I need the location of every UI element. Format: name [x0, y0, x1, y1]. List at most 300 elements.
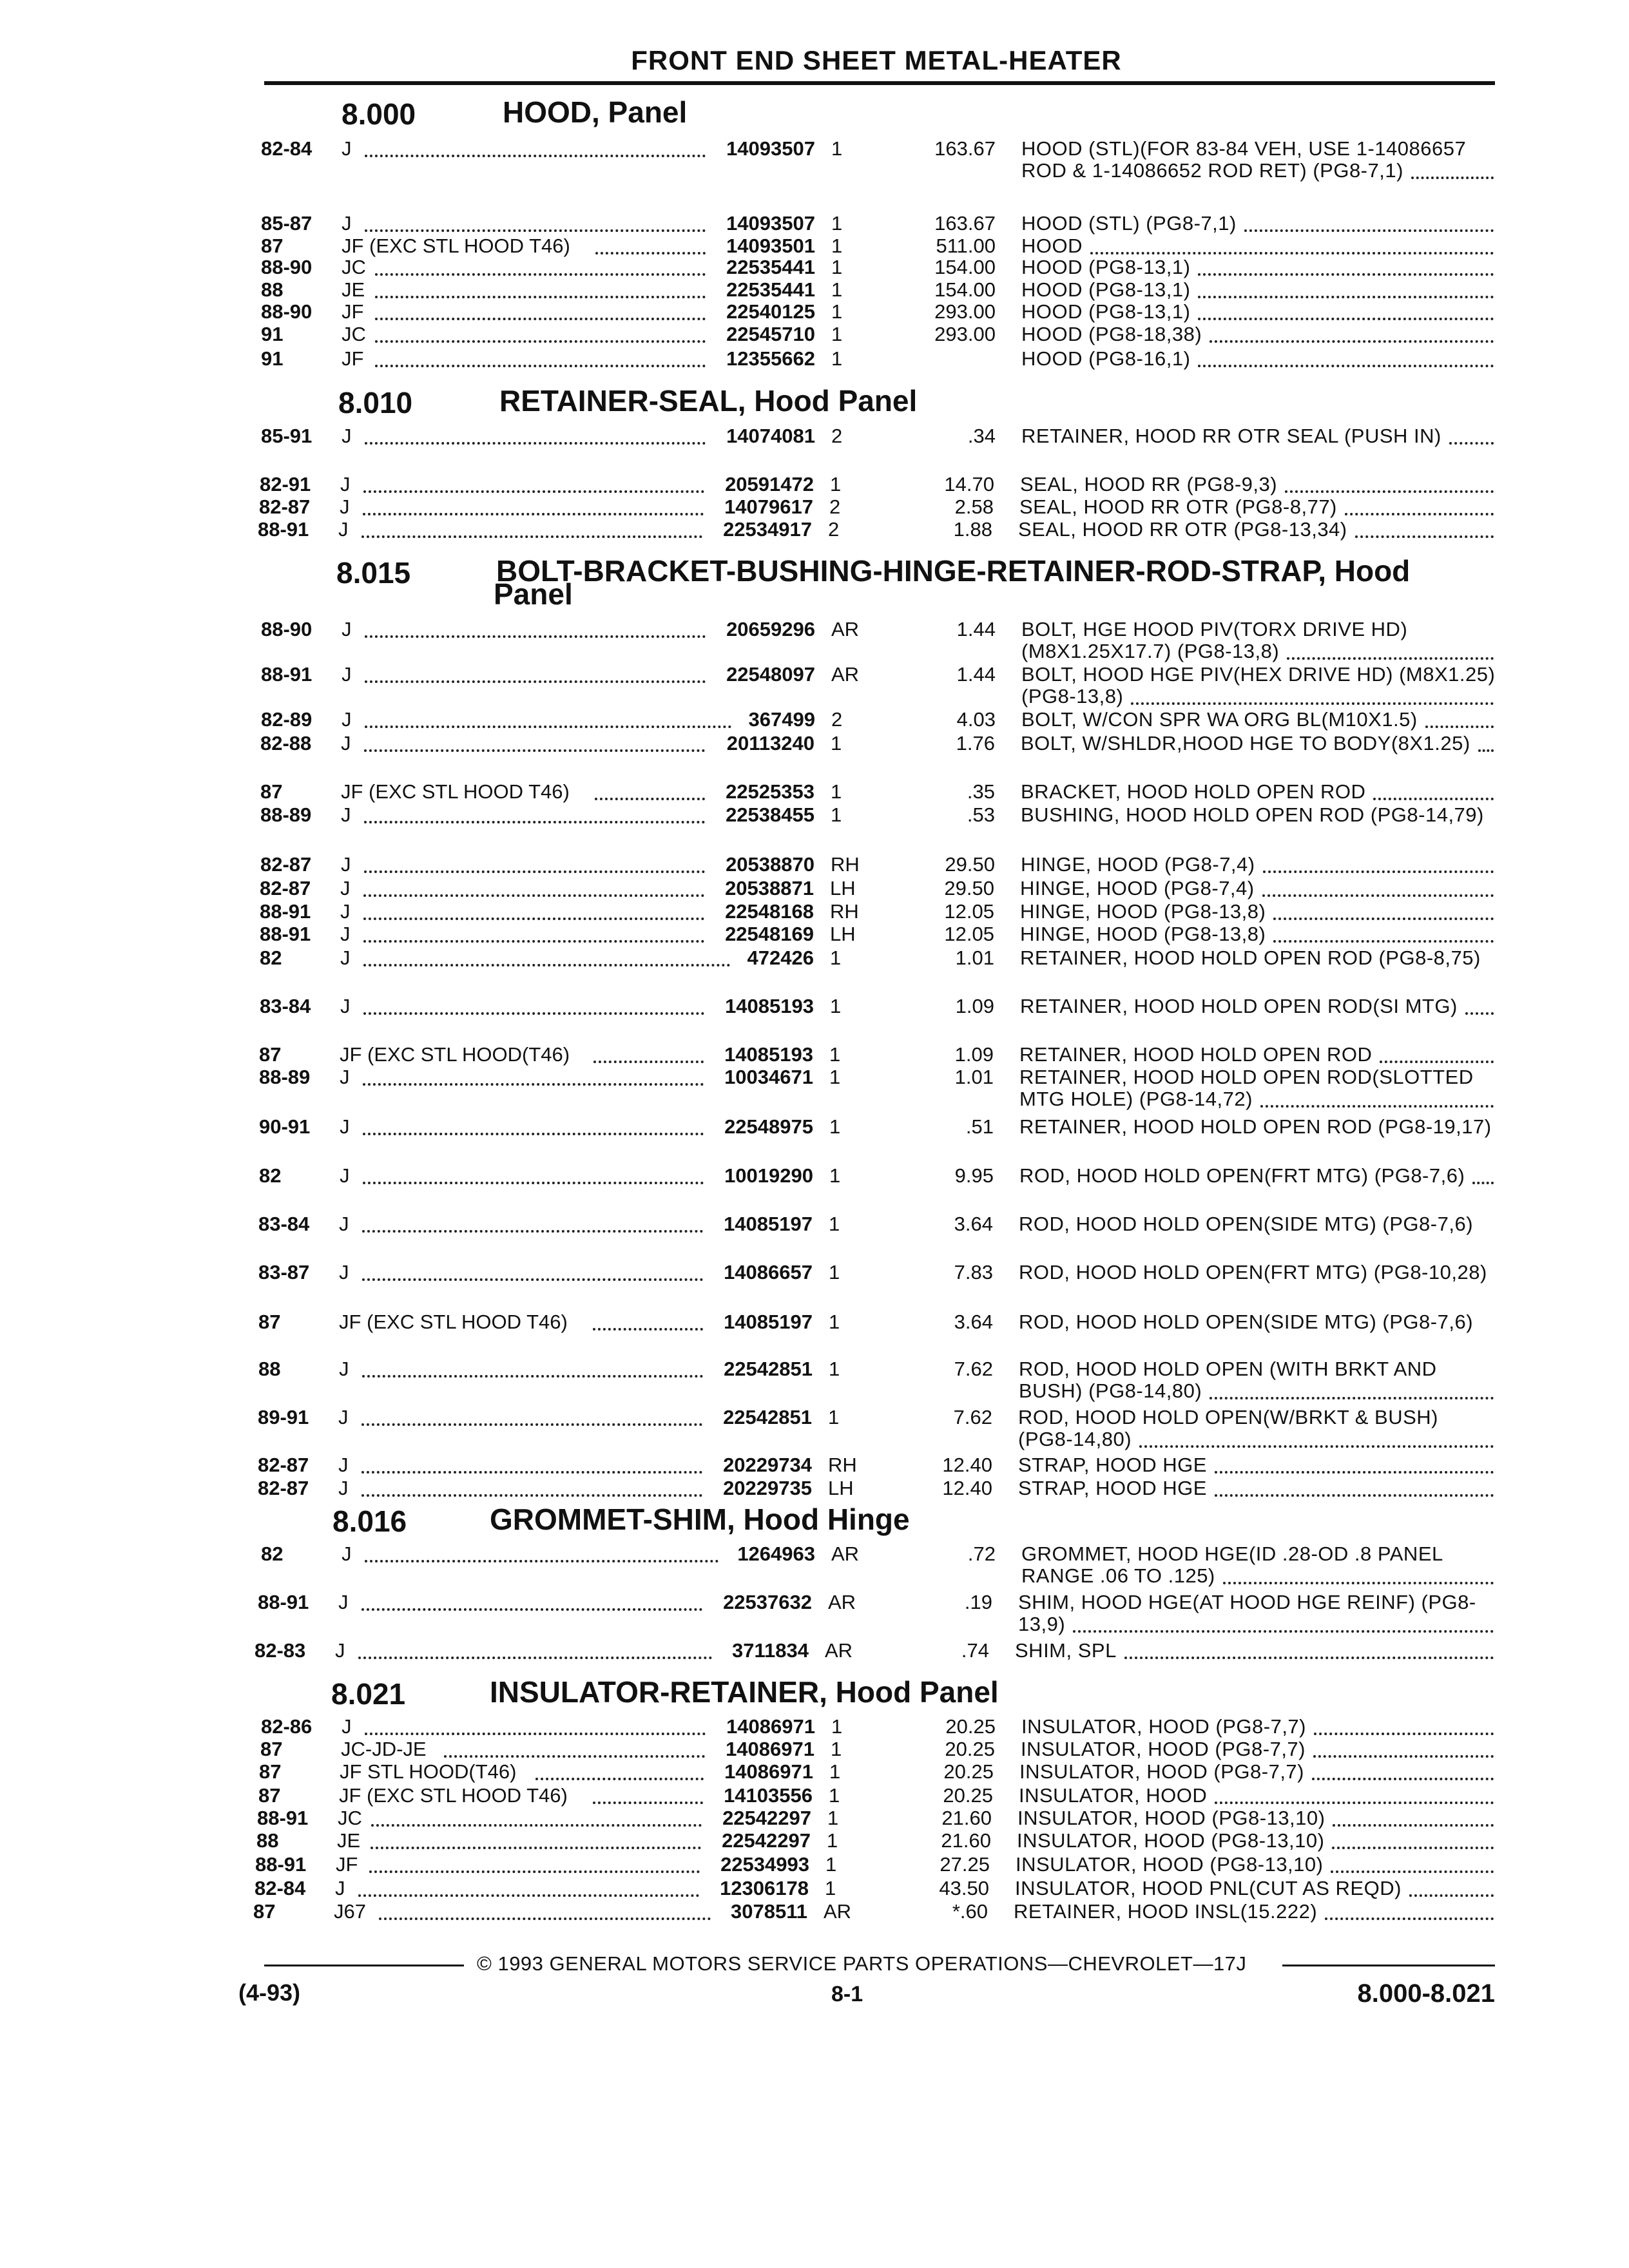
part-description: ROD, HOOD HOLD OPEN (WITH BRKT AND BUSH) (PG8-14,80) [1019, 1358, 1437, 1402]
footer-section-range: 8.000-8.021 [1357, 1979, 1495, 2008]
model-years: 88 [256, 1829, 279, 1852]
section-number: 8.021 [331, 1677, 406, 1711]
part-description: HOOD (PG8-13,1) [1021, 256, 1191, 278]
model-years: 82-87 [260, 853, 312, 876]
list-price: 1.01 [955, 947, 994, 969]
page-title: FRONT END SHEET METAL-HEATER [631, 45, 1122, 75]
model-years: 88-89 [260, 803, 312, 826]
description-leader-dots [1273, 940, 1494, 943]
quantity: AR [824, 1900, 852, 1923]
application-code: J [339, 1213, 349, 1235]
application-code: J [338, 1591, 349, 1613]
list-price: 7.62 [954, 1358, 993, 1380]
quantity: 1 [831, 347, 843, 370]
part-number: 14085193 [725, 995, 814, 1017]
description-leader-dots [1090, 252, 1494, 255]
application-code: JF (EXC STL HOOD(T46) [340, 1043, 570, 1066]
part-description: BUSHING, HOOD HOLD OPEN ROD (PG8-14,79) [1021, 803, 1484, 826]
description-leader-dots [1411, 177, 1494, 179]
leader-dots [363, 940, 704, 943]
part-number: 20659296 [726, 618, 815, 640]
part-number: 3078511 [731, 1900, 807, 1923]
leader-dots [361, 535, 702, 538]
application-code: J [340, 877, 351, 899]
description-leader-dots [1139, 1445, 1494, 1448]
part-description: RETAINER, HOOD RR OTR SEAL (PUSH IN) [1021, 425, 1441, 447]
part-description: ROD, HOOD HOLD OPEN(SIDE MTG) (PG8-7,6) [1019, 1213, 1474, 1235]
application-code: J [338, 518, 349, 541]
leader-dots [362, 1278, 703, 1281]
application-code: J [338, 1477, 349, 1499]
part-number: 14086971 [726, 1738, 815, 1760]
leader-dots [365, 1733, 706, 1735]
description-leader-dots [1465, 1012, 1494, 1015]
model-years: 87 [260, 1738, 283, 1760]
quantity: 1 [831, 780, 842, 803]
part-description: HINGE, HOOD (PG8-13,8) [1020, 923, 1266, 945]
part-description: INSULATOR, HOOD PNL(CUT AS REQD) [1015, 1877, 1402, 1899]
part-number: 22525353 [726, 780, 815, 803]
list-price: .19 [964, 1591, 992, 1613]
part-number: 1264963 [737, 1542, 815, 1565]
model-years: 88-91 [261, 663, 313, 686]
section-number: 8.010 [338, 386, 413, 419]
leader-dots [364, 821, 705, 823]
description-leader-dots [1198, 273, 1494, 276]
model-years: 88 [258, 1358, 281, 1380]
model-years: 82-87 [259, 495, 311, 518]
section-title: GROMMET-SHIM, Hood Hinge [490, 1503, 910, 1536]
model-years: 82-89 [261, 708, 313, 731]
leader-dots [363, 1012, 704, 1015]
list-price: 9.95 [954, 1164, 994, 1187]
part-description: HOOD (STL)(FOR 83-84 VEH, USE 1-14086657 ROD & 1-14086652 ROD RET) (PG8-7,1) [1021, 137, 1467, 182]
quantity: 1 [829, 1066, 841, 1088]
description-leader-dots [1262, 894, 1494, 897]
application-code: J [342, 212, 352, 235]
quantity: 2 [829, 495, 841, 518]
application-code: J [340, 1164, 350, 1187]
quantity: 1 [828, 1406, 840, 1428]
quantity: RH [828, 1454, 857, 1476]
model-years: 88-91 [258, 1591, 309, 1613]
application-code: J [342, 1542, 352, 1565]
part-description: STRAP, HOOD HGE [1018, 1477, 1207, 1499]
leader-dots [365, 726, 731, 728]
leader-dots [363, 513, 704, 515]
part-description: ROD, HOOD HOLD OPEN(FRT MTG) (PG8-7,6) [1019, 1164, 1465, 1187]
part-description: RETAINER, HOOD HOLD OPEN ROD (PG8-19,17) [1019, 1115, 1492, 1138]
part-number: 22534993 [720, 1853, 809, 1876]
description-leader-dots [1331, 1870, 1494, 1873]
list-price: 1.09 [954, 1043, 994, 1066]
description-leader-dots [1312, 1778, 1494, 1780]
description-leader-dots [1260, 1105, 1494, 1108]
application-code: J [340, 495, 350, 518]
quantity: 1 [829, 1358, 840, 1380]
description-leader-dots [1332, 1847, 1494, 1849]
list-price: 7.62 [953, 1406, 992, 1428]
section-title-continued: Panel [494, 577, 573, 611]
list-price: 293.00 [934, 300, 996, 323]
description-leader-dots [1210, 340, 1494, 343]
model-years: 91 [261, 323, 284, 345]
application-code: JC-JD-JE [341, 1738, 427, 1760]
part-number: 22548097 [726, 663, 815, 686]
quantity: LH [830, 877, 856, 899]
part-description: BOLT, W/SHLDR,HOOD HGE TO BODY(8X1.25) [1021, 732, 1470, 754]
list-price: 29.50 [944, 877, 994, 899]
quantity: 1 [831, 803, 842, 826]
model-years: 87 [258, 1784, 281, 1807]
application-code: J [341, 803, 351, 826]
leader-dots [365, 442, 706, 445]
part-number: 20229734 [723, 1454, 812, 1476]
application-code: JC [342, 256, 366, 278]
quantity: 1 [825, 1877, 836, 1899]
quantity: 1 [827, 1829, 838, 1852]
part-number: 22538455 [726, 803, 815, 826]
part-number: 3711834 [732, 1639, 809, 1662]
title-rule [264, 81, 1495, 85]
list-price: 20.25 [943, 1784, 993, 1807]
leader-dots [379, 1917, 711, 1920]
list-price: .34 [967, 425, 996, 447]
list-price: .72 [967, 1542, 996, 1565]
description-leader-dots [1215, 1802, 1494, 1804]
part-number: 20538871 [725, 877, 814, 899]
part-number: 22535441 [726, 278, 815, 301]
description-leader-dots [1449, 442, 1494, 445]
application-code: J67 [334, 1900, 366, 1923]
leader-dots [375, 318, 706, 320]
list-price: 4.03 [956, 708, 996, 731]
list-price: 511.00 [936, 235, 996, 257]
application-code: J [341, 732, 351, 754]
description-leader-dots [1478, 749, 1494, 752]
application-code: J [342, 137, 352, 160]
list-price: 7.83 [954, 1261, 993, 1283]
application-code: JF [342, 347, 364, 370]
description-leader-dots [1355, 535, 1494, 538]
part-description: INSULATOR, HOOD (PG8-7,7) [1021, 1738, 1306, 1760]
application-code: J [338, 1454, 349, 1476]
application-code: J [340, 900, 351, 923]
model-years: 83-87 [258, 1261, 310, 1283]
list-price: 154.00 [934, 256, 996, 278]
quantity: 1 [831, 137, 843, 160]
quantity: 2 [831, 425, 843, 447]
application-code: JF STL HOOD(T46) [340, 1760, 517, 1783]
part-number: 14074081 [726, 425, 815, 447]
model-years: 88-90 [261, 300, 313, 323]
model-years: 83-84 [258, 1213, 310, 1235]
quantity: 1 [829, 1311, 840, 1333]
application-code: J [335, 1639, 345, 1662]
list-price: 21.60 [941, 1807, 992, 1829]
description-leader-dots [1263, 870, 1494, 873]
quantity: 1 [831, 300, 843, 323]
quantity: AR [828, 1591, 856, 1613]
part-description: ROD, HOOD HOLD OPEN(SIDE MTG) (PG8-7,6) [1019, 1311, 1474, 1333]
application-code: J [339, 1261, 349, 1283]
description-leader-dots [1198, 365, 1494, 367]
list-price: 20.25 [945, 1715, 996, 1738]
leader-dots [362, 1230, 703, 1233]
leader-dots [363, 918, 704, 920]
part-number: 14085197 [724, 1311, 813, 1333]
part-description: HOOD (PG8-16,1) [1021, 347, 1191, 370]
model-years: 82-88 [260, 732, 312, 754]
part-description: ROD, HOOD HOLD OPEN(W/BRKT & BUSH) (PG8-14,80) [1018, 1406, 1438, 1450]
leader-dots [364, 870, 705, 873]
model-years: 87 [253, 1900, 276, 1923]
model-years: 88-90 [261, 256, 313, 278]
model-years: 88-90 [261, 618, 313, 640]
model-years: 87 [260, 780, 283, 803]
model-years: 82-87 [258, 1454, 309, 1476]
description-leader-dots [1333, 1824, 1494, 1827]
quantity: LH [830, 923, 856, 945]
description-leader-dots [1380, 1061, 1494, 1063]
part-number: 14085197 [724, 1213, 813, 1235]
application-code: JF (EXC STL HOOD T46) [342, 235, 570, 257]
leader-dots [363, 490, 704, 493]
list-price: .53 [967, 803, 995, 826]
quantity: 1 [831, 1715, 843, 1738]
part-number: 12306178 [720, 1877, 809, 1899]
description-leader-dots [1073, 1630, 1494, 1633]
quantity: 1 [829, 1261, 840, 1283]
footer-copyright: © 1993 GENERAL MOTORS SERVICE PARTS OPERATIONS—CHEVROLET—17J [477, 1952, 1247, 1975]
model-years: 85-87 [261, 212, 313, 235]
part-number: 14093501 [726, 235, 815, 257]
leader-dots [363, 964, 730, 966]
application-code: J [339, 1358, 349, 1380]
leader-dots [595, 252, 706, 255]
part-number: 20538870 [726, 853, 815, 876]
list-price: .74 [961, 1639, 989, 1662]
part-description: INSULATOR, HOOD (PG8-13,10) [1016, 1853, 1324, 1876]
list-price: 2.58 [954, 495, 994, 518]
quantity: 1 [829, 1115, 841, 1138]
description-leader-dots [1244, 229, 1494, 232]
leader-dots [361, 1471, 702, 1474]
section-title: BOLT-BRACKET-BUSHING-HINGE-RETAINER-ROD-STRAP, Hood [496, 554, 1411, 588]
application-code: J [342, 708, 352, 731]
quantity: 1 [830, 947, 842, 969]
part-description: BOLT, HGE HOOD PIV(TORX DRIVE HD) (M8X1.25X17.7) (PG8-13,8) [1021, 618, 1408, 662]
part-number: 22534917 [723, 518, 812, 541]
list-price: 3.64 [954, 1213, 993, 1235]
model-years: 87 [258, 1311, 281, 1333]
part-number: 14093507 [726, 137, 815, 160]
footer-rule-right [1282, 1965, 1495, 1966]
leader-dots [365, 680, 706, 683]
part-description: INSULATOR, HOOD (PG8-7,7) [1021, 1715, 1306, 1738]
quantity: 2 [828, 518, 840, 541]
quantity: 1 [830, 995, 842, 1017]
leader-dots [444, 1755, 705, 1758]
description-leader-dots [1124, 1657, 1494, 1659]
list-price: 1.44 [956, 663, 996, 686]
part-description: RETAINER, HOOD HOLD OPEN ROD(SI MTG) [1020, 995, 1458, 1017]
model-years: 88-91 [257, 1807, 309, 1829]
part-number: 22535441 [726, 256, 815, 278]
model-years: 82 [260, 947, 282, 969]
leader-dots [375, 365, 706, 367]
application-code: J [342, 1715, 352, 1738]
application-code: J [340, 1066, 350, 1088]
list-price: 12.05 [944, 923, 994, 945]
part-description: ROD, HOOD HOLD OPEN(FRT MTG) (PG8-10,28) [1019, 1261, 1487, 1283]
part-description: INSULATOR, HOOD (PG8-13,10) [1017, 1807, 1325, 1829]
list-price: 1.01 [954, 1066, 994, 1088]
footer-page-number: 8-1 [831, 1982, 863, 2006]
description-leader-dots [1472, 1182, 1494, 1184]
application-code: J [340, 947, 351, 969]
list-price: 3.64 [954, 1311, 993, 1333]
leader-dots [371, 1847, 701, 1849]
model-years: 88-91 [260, 900, 311, 923]
quantity: 1 [829, 1164, 841, 1187]
quantity: LH [828, 1477, 854, 1499]
part-description: INSULATOR, HOOD [1019, 1784, 1208, 1807]
model-years: 90-91 [259, 1115, 311, 1138]
quantity: 1 [825, 1853, 837, 1876]
leader-dots [363, 1182, 704, 1184]
model-years: 88-89 [259, 1066, 311, 1088]
leader-dots [361, 1494, 702, 1497]
application-code: J [341, 853, 351, 876]
list-price: .35 [967, 780, 995, 803]
model-years: 82-83 [255, 1639, 306, 1662]
part-number: 22542297 [722, 1829, 811, 1852]
part-description: INSULATOR, HOOD (PG8-7,7) [1019, 1760, 1304, 1783]
application-code: J [342, 618, 352, 640]
list-price: *.60 [952, 1900, 988, 1923]
application-code: JF [336, 1853, 358, 1876]
part-description: BOLT, W/CON SPR WA ORG BL(M10X1.5) [1021, 708, 1418, 731]
quantity: AR [831, 1542, 860, 1565]
quantity: 1 [830, 473, 842, 495]
quantity: 1 [831, 212, 843, 235]
section-number: 8.015 [336, 556, 411, 590]
section-title: INSULATOR-RETAINER, Hood Panel [490, 1675, 999, 1709]
application-code: JC [342, 323, 366, 345]
leader-dots [365, 1560, 718, 1562]
application-code: J [340, 473, 351, 495]
quantity: 1 [829, 1784, 840, 1807]
part-number: 22542851 [724, 1358, 813, 1380]
model-years: 88 [261, 278, 284, 301]
leader-dots [358, 1657, 712, 1659]
part-number: 367499 [748, 708, 815, 731]
part-number: 22548168 [725, 900, 814, 923]
description-leader-dots [1285, 490, 1494, 493]
application-code: JE [337, 1829, 361, 1852]
model-years: 87 [259, 1043, 282, 1066]
model-years: 82-84 [261, 137, 313, 160]
part-description: HOOD (PG8-18,38) [1021, 323, 1202, 345]
part-number: 14086657 [724, 1261, 813, 1283]
description-leader-dots [1131, 702, 1494, 705]
model-years: 82-87 [258, 1477, 309, 1499]
part-description: RETAINER, HOOD HOLD OPEN ROD [1019, 1043, 1373, 1066]
part-number: 12355662 [726, 347, 815, 370]
leader-dots [593, 1328, 703, 1331]
leader-dots [363, 1133, 704, 1135]
model-years: 87 [261, 235, 284, 257]
part-description: BOLT, HOOD HGE PIV(HEX DRIVE HD) (M8X1.25) (PG8-13,8) [1021, 663, 1496, 707]
model-years: 82-87 [260, 877, 311, 899]
section-number: 8.016 [333, 1504, 407, 1538]
list-price: 1.76 [956, 732, 995, 754]
section-title: RETAINER-SEAL, Hood Panel [499, 384, 918, 418]
quantity: AR [831, 663, 860, 686]
quantity: AR [825, 1639, 853, 1662]
list-price: 21.60 [941, 1829, 991, 1852]
part-number: 22548169 [725, 923, 814, 945]
part-number: 472426 [747, 947, 814, 969]
leader-dots [365, 229, 706, 232]
part-number: 20591472 [725, 473, 814, 495]
description-leader-dots [1215, 1494, 1494, 1497]
list-price: 154.00 [934, 278, 996, 301]
quantity: 1 [829, 1043, 841, 1066]
list-price: 1.09 [955, 995, 994, 1017]
list-price: 12.40 [942, 1454, 992, 1476]
description-leader-dots [1425, 726, 1494, 728]
part-number: 10034671 [724, 1066, 813, 1088]
part-description: SEAL, HOOD RR (PG8-9,3) [1020, 473, 1278, 495]
leader-dots [358, 1894, 699, 1897]
leader-dots [595, 798, 705, 800]
model-years: 88-91 [258, 518, 309, 541]
model-years: 88-91 [255, 1853, 307, 1876]
quantity: 1 [827, 1807, 839, 1829]
part-description: SHIM, HOOD HGE(AT HOOD HGE REINF) (PG8-13,9) [1018, 1591, 1476, 1635]
list-price: 20.25 [945, 1738, 995, 1760]
list-price: 1.88 [953, 518, 992, 541]
part-number: 22542851 [723, 1406, 812, 1428]
quantity: 1 [831, 732, 842, 754]
part-description: STRAP, HOOD HGE [1018, 1454, 1207, 1476]
quantity: 1 [831, 256, 843, 278]
application-code: J [338, 1406, 349, 1428]
leader-dots [364, 749, 705, 752]
part-description: SHIM, SPL [1015, 1639, 1117, 1662]
application-code: J [342, 663, 352, 686]
leader-dots [365, 635, 706, 638]
part-description: SEAL, HOOD RR OTR (PG8-13,34) [1018, 518, 1347, 541]
footer-date: (4-93) [238, 1979, 301, 2006]
list-price: 27.25 [940, 1853, 990, 1876]
footer-rule-left [264, 1965, 464, 1966]
list-price: 20.25 [943, 1760, 994, 1783]
model-years: 88-91 [260, 923, 311, 945]
model-years: 82-84 [255, 1877, 306, 1899]
description-leader-dots [1373, 798, 1494, 800]
quantity: RH [830, 900, 859, 923]
description-leader-dots [1273, 918, 1494, 920]
list-price: 163.67 [934, 212, 996, 235]
description-leader-dots [1210, 1397, 1494, 1399]
application-code: J [340, 1115, 350, 1138]
part-description: HOOD (PG8-13,1) [1021, 278, 1191, 301]
application-code: JF [342, 300, 364, 323]
list-price: 163.67 [934, 137, 996, 160]
